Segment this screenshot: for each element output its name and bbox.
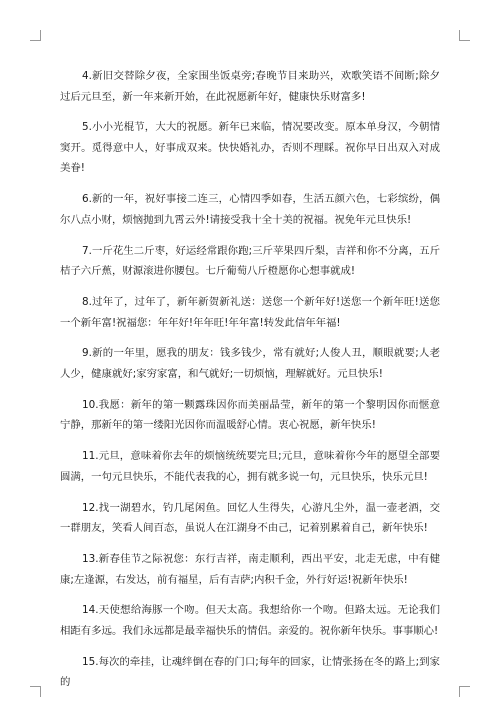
paragraph-7: 7.一斤花生二斤枣，好运经常跟你跑;三斤苹果四斤梨，吉祥和你不分离，五斤桔子六斤蕉，财源滚进你腰包。七斤葡萄八斤橙愿你心想事就成! bbox=[60, 244, 440, 278]
paragraph-5: 5.小小光棍节，大大的祝愿。新年已来临，情况要改变。原本单身汉，今朝情窦开。觅得意中人，好事成双来。快快婚礼办，否则不理睬。祝你早日出双入对成美眷! bbox=[60, 121, 440, 175]
paragraph-12: 12.找一湖碧水，钓几尾闲鱼。回忆人生得失，心游凡尘外，温一壶老酒，交一群朋友，笑看人间百态，虽说人在江湖身不由己，记着别累着自己，新年快乐! bbox=[60, 501, 440, 535]
bottom-left-crop-mark bbox=[30, 686, 41, 697]
paragraph-4: 4.新旧交替除夕夜，全家围坐饭桌旁;春晚节目来助兴，欢歌笑语不间断;除夕过后元旦至，新一年来新开始，在此祝愿新年好，健康快乐财富多! bbox=[60, 70, 440, 103]
paragraph-11: 11.元旦，意味着你去年的烦恼统统要完旦;元旦，意味着你今年的愿望全部要圆满，一句元旦快乐，不能代表我的心，拥有就多说一句，元旦快乐，快乐元旦! bbox=[60, 450, 440, 483]
paragraph-10: 10.我愿：新年的第一颗露珠因你而美丽晶莹，新年的第一个黎明因你而惬意宁静，那新年的第一缕阳光因你而温暖舒心情。衷心祝愿，新年快乐! bbox=[60, 398, 440, 432]
bottom-right-crop-mark bbox=[459, 686, 470, 697]
document-body bbox=[60, 66, 440, 703]
paragraph-15: 15.每次的牵挂，让魂绊倒在春的门口;每年的回家，让情张扬在冬的路上;到家的 bbox=[60, 655, 440, 689]
paragraph-8: 8.过年了，过年了，新年新贺新礼送：送您一个新年好!送您一个新年旺!送您一个新年富!祝福您：年年好!年年旺!年年富!转发此信年年福! bbox=[60, 296, 440, 329]
paragraph-9: 9.新的一年里，愿我的朋友：钱多钱少，常有就好;人俊人丑，顺眼就要;人老人少，健康就好;家穷家富，和气就好;一切烦恼，理解就好。元旦快乐! bbox=[60, 347, 440, 380]
top-right-crop-mark bbox=[459, 30, 470, 41]
paragraph-14: 14.天使想给海豚一个吻。但天太高。我想给你一个吻。但路太远。无论我们相距有多远。我们永远都是最幸福快乐的情侣。亲爱的。祝你新年快乐。事事顺心! bbox=[60, 604, 440, 637]
paragraph-6: 6.新的一年，祝好事接二连三，心情四季如春，生活五颜六色，七彩缤纷，偶尔八点小财，烦恼抛到九霄云外!请接受我十全十美的祝福。祝免年元旦快乐! bbox=[60, 193, 440, 226]
paragraph-13: 13.新春佳节之际祝您：东行吉祥，南走顺利，西出平安，北走无虑，中有健康;左逢源，右发达，前有福星，后有吉萨;内积千金，外行好运!祝新年快乐! bbox=[60, 553, 440, 586]
top-left-crop-mark bbox=[30, 30, 41, 41]
